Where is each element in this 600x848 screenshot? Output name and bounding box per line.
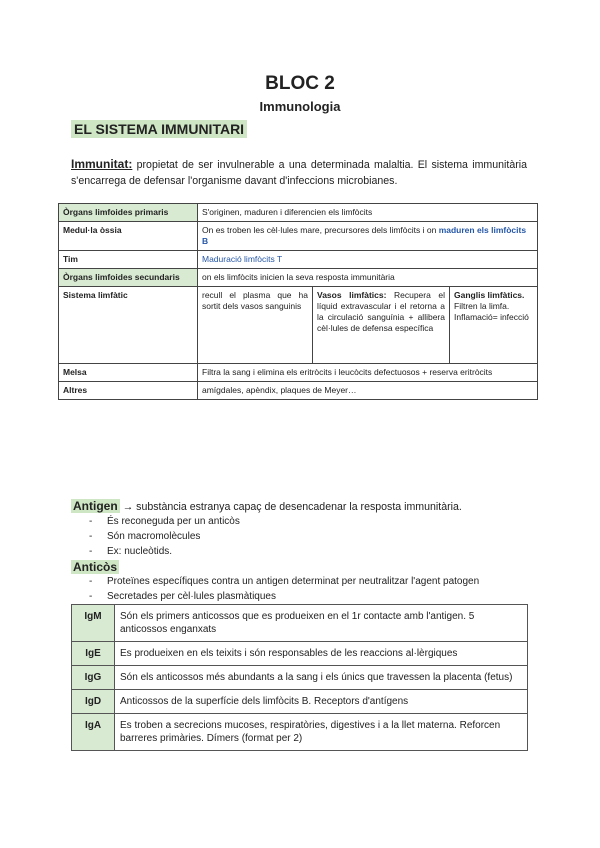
antigen-list (89, 514, 240, 559)
table-row (59, 222, 538, 251)
row-label: Altres (59, 382, 198, 400)
table-row (59, 204, 538, 222)
list-item: - Secretades per cèl·lules plasmàtiques (89, 589, 479, 604)
antibody-type: IgE (72, 642, 115, 666)
antibody-type: IgG (72, 666, 115, 690)
limfatic-col2 (313, 287, 450, 364)
intro-paragraph (71, 156, 527, 189)
ganglis-line1: Filtren la limfa. (454, 301, 510, 311)
antibody-type: IgM (72, 605, 115, 642)
antibody-desc: Són els anticossos més abundants a la sang i els únics que travessen la placenta (fetus) (115, 666, 528, 690)
anticossos-term: Anticòs (73, 560, 118, 574)
antigen-def: → substància estranya capaç de desencadenar la resposta immunitària. (119, 501, 462, 513)
antigen-term: Antigen (73, 499, 118, 513)
table-row (59, 364, 538, 382)
section-heading: EL SISTEMA IMMUNITARI (71, 120, 247, 138)
row-label: Melsa (59, 364, 198, 382)
list-item: - Són macromolècules (89, 529, 240, 544)
antibody-type: IgA (72, 714, 115, 751)
table-row (72, 605, 528, 642)
intro-text: propietat de ser invulnerable a una determinada malaltia. El sistema immunitària s'encarrega de defensar l'organisme davant d'infeccions microbianes. (71, 159, 527, 187)
organs-table (58, 203, 538, 400)
list-item: - És reconeguda per un anticòs (89, 514, 240, 529)
row-desc: Maduració limfòcits T (198, 251, 538, 269)
table-row (72, 690, 528, 714)
vasos-text: Recupera el líquid extravascular i el retorna a la circulació sanguínia + allibera cèl·lules de defensa específica (317, 290, 445, 333)
page-title: BLOC 2 (265, 73, 335, 94)
row-label: Òrgans limfoides secundaris (59, 269, 198, 287)
antibody-table (71, 604, 528, 751)
row-label: Tim (59, 251, 198, 269)
limfatic-col1: recull el plasma que ha sortit dels vasos sanguinis (198, 287, 313, 364)
row-label: Sistema limfàtic (59, 287, 198, 364)
medul-highlight: maduren els limfòcits B (202, 225, 527, 246)
antibody-desc: Es produeixen en els teixits i són responsables de les reaccions al·lèrgiques (115, 642, 528, 666)
table-row (59, 382, 538, 400)
list-item: - Proteïnes específiques contra un antigen determinat per neutralitzar l'agent patogen (89, 574, 479, 589)
table-row (72, 642, 528, 666)
row-label: Òrgans limfoides primaris (59, 204, 198, 222)
vasos-title: Vasos limfàtics: (317, 290, 387, 300)
ganglis-title: Ganglis limfàtics. (454, 290, 525, 300)
antibody-type: IgD (72, 690, 115, 714)
table-row (59, 269, 538, 287)
row-label: Medul·la òssia (59, 222, 198, 251)
page-subtitle: Immunologia (259, 99, 341, 114)
limfatic-col3 (450, 287, 538, 364)
medul-desc: On es troben les cèl·lules mare, precursores dels limfòcits i on (202, 225, 439, 235)
row-desc (198, 222, 538, 251)
table-row (72, 714, 528, 751)
row-desc: Filtra la sang i elimina els eritròcits i leucòcits defectuosos + reserva eritròcits (198, 364, 538, 382)
row-desc: on els limfòcits inicien la seva resposta immunitària (198, 269, 538, 287)
antigen-definition (71, 499, 462, 513)
table-row (72, 666, 528, 690)
ganglis-line2: Inflamació= infecció (454, 312, 529, 322)
row-desc: amígdales, apèndix, plaques de Meyer… (198, 382, 538, 400)
list-item: - Ex: nucleòtids. (89, 544, 240, 559)
antibody-desc: Es troben a secrecions mucoses, respiratòries, digestives i a la llet materna. Reforcen barreres primàries. Dímers (format per 2) (115, 714, 528, 751)
antibody-desc: Anticossos de la superfície dels limfòcits B. Receptors d'antígens (115, 690, 528, 714)
anticossos-list (89, 574, 479, 604)
table-row (59, 287, 538, 364)
row-desc: S'originen, maduren i diferencien els limfòcits (198, 204, 538, 222)
antibody-desc: Són els primers anticossos que es produeixen en el 1r contacte amb l'antigen. 5 anticossos enganxats (115, 605, 528, 642)
table-row (59, 251, 538, 269)
intro-term: Immunitat: (71, 157, 133, 171)
